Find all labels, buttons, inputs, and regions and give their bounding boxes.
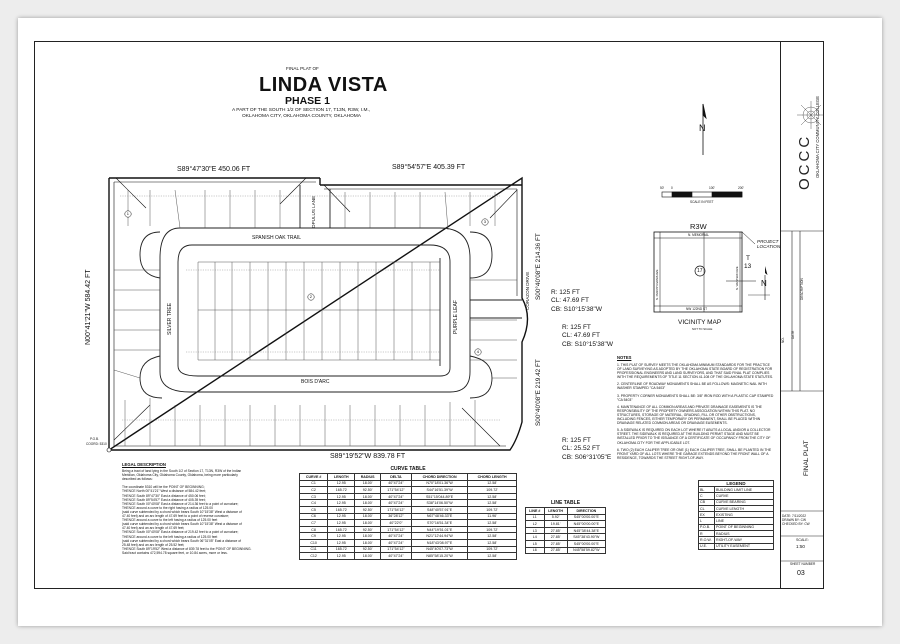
legend-row: [699, 543, 774, 549]
block-number-3: 3: [483, 219, 487, 224]
vicinity-project: PROJECT: [757, 239, 779, 244]
legal-line: THENCE around a curve to the right having a radius of 125.00: [122, 505, 213, 510]
legend-grid: [698, 486, 774, 550]
curve-table-cell: C1: [300, 480, 328, 487]
block-number-2: 2: [309, 294, 313, 299]
legal-line: Said tract contains 472,594.78 square feet, or 10.84 acres, more or less.: [122, 550, 228, 555]
curve-table-header-cell: CURVE #: [300, 474, 328, 481]
pob-label: P.O.B.: [90, 437, 99, 441]
vicinity-n-western: N. WESTERN AVE: [735, 266, 739, 290]
curve-note-3-radius: R: 125 FT: [562, 437, 591, 444]
curve-table-row: [300, 513, 517, 520]
legend-abbreviation: R.O.W.: [699, 537, 715, 543]
vicinity-section: 17: [697, 267, 703, 274]
block-number-1: 1: [126, 211, 130, 216]
vicinity-not-to-scale: NOT TO SCALE: [692, 327, 713, 331]
curve-table-cell: 18.00': [355, 539, 381, 546]
date-value: 7/11/2022: [792, 514, 806, 518]
legal-line: 47.40 feet) and an arc length of 47.69 feet to a point of reverse curvature;: [122, 514, 230, 519]
curve-table-cell: 12.58': [468, 480, 517, 487]
note-item: 6. TWO (2) EACH CALIPER TREE OR ONE (1) EACH CALIPER TREE, SHALL BE PLANTED IN THE FRONT YARD OF ALL LOTS WHERE THE GARAGE EXTENDS BEYOND THE FRONT WALL OF A RESIDENCE, TOWARDS THE STREET RIGHT-OF-WAY.: [617, 447, 772, 460]
curve-table-cell: 165.72: [328, 526, 355, 533]
line-table-header: [526, 508, 606, 515]
curve-table-cell: 18.00': [355, 553, 381, 560]
scale-tick-50: 50': [660, 186, 665, 190]
legal-line: THENCE around a curve to the left having a radius of 125.00 feet: [122, 534, 218, 539]
curve-table-cell: 12.58': [468, 520, 517, 527]
curve-table-header-cell: CHORD DIRECTION: [411, 474, 467, 481]
drawn-by-label: DRAWN BY:: [782, 518, 800, 522]
note-item: 1. THIS PLAT OF SURVEY MEETS THE OKLAHOMA MINIMUM STANDARDS FOR THE PRACTICE OF LAND SURVEYING AS ADOPTED BY THE OKLAHOMA STATE BOARD OF REGISTRATION FOR PROFESSIONAL ENGINEERS AND LAND SURVEYORS, AND THAT SAID FINAL PLAT COMPLIES WITH THE REQUIREMENTS OF TITLE 11 SECTION 41-108 OF THE OKLAHOMA STATE STATUTES.: [617, 363, 774, 380]
vicinity-township-number: 13: [744, 263, 752, 270]
curve-table-cell: C5: [300, 506, 328, 513]
curve-table-cell: 40°47'24": [380, 539, 411, 546]
final-plat-of-label: FINAL PLAT OF: [286, 66, 319, 71]
legend-abbreviation: C: [699, 493, 715, 499]
curve-note-2: [562, 324, 613, 349]
curve-table-cell: C2: [300, 487, 328, 494]
legal-line: 25.48 feet) and an arc length of 25.52 feet;: [122, 542, 185, 547]
curve-table-cell: N18°43'08.97"E: [411, 539, 467, 546]
legal-line: THENCE South 00°40'08" East a distance of 214.36 feet to a point of curvature;: [122, 501, 239, 506]
boundary-east-upper-call: S00°40'08"E 214.36 FT: [535, 233, 542, 300]
line-table-cell: S45°00'00.00"E: [567, 540, 605, 547]
street-opulus-lane: OPULUS LANE: [311, 195, 316, 228]
curve-table-cell: 12.95: [328, 539, 355, 546]
note-item: 5. A SIDEWALK IS REQUIRED ON EACH LOT WHERE IT ABUTS A LOCAL AND/OR A COLLECTOR STREET. THE SIDEWALK IS REQUIRED AT THE BUILDING PERMIT STAGE AND MUST BE INSTALLED PRIOR TO THE ISSUANCE OF A CERTIFICATE OF OCCUPANCY FROM THE CITY OF OKLAHOMA CITY FOR THE APPLICABLE LOT.: [617, 428, 771, 445]
curve-table-cell: 18.00': [355, 533, 381, 540]
vicinity-n-memorial: N. MEMORIAL: [688, 233, 710, 237]
curve-table-row: [300, 520, 517, 527]
curve-table-title: CURVE TABLE: [390, 466, 426, 472]
curve-table-grid: [299, 473, 517, 560]
curve-table-cell: N70°18'01.36"W: [411, 480, 467, 487]
line-table-row: [526, 527, 606, 534]
curve-table-cell: 171°54'12": [380, 526, 411, 533]
line-table-cell: 5.92': [544, 514, 567, 521]
curve-table-cell: 40°47'24": [380, 480, 411, 487]
curve-table-row: [300, 546, 517, 553]
sheet-title: FINAL PLAT: [803, 440, 810, 476]
curve-table-row: [300, 533, 517, 540]
curve-table-cell: 12.95: [328, 500, 355, 507]
legal-line: (said curve subtended by a chord which bears South 10°15'38" West a distance of: [122, 509, 242, 514]
line-table-cell: L2: [526, 521, 545, 528]
curve-table-cell: 12.95: [328, 533, 355, 540]
curve-table-header-cell: RADIUS: [355, 474, 381, 481]
line-table-cell: L4: [526, 534, 545, 541]
curve-table-cell: C3: [300, 493, 328, 500]
date-label: DATE:: [782, 514, 792, 518]
legal-line: described as follows:: [122, 477, 153, 482]
curve-table-cell: N44°19'51.01"E: [411, 526, 467, 533]
line-table-cell: 27.85': [544, 534, 567, 541]
line-table-cell: L1: [526, 514, 545, 521]
line-table-header-cell: DIRECTION: [567, 508, 605, 515]
curve-table-header-cell: DELTA: [380, 474, 411, 481]
note-item: 2. CENTERLINE OF ROADWAY MONUMENTS SHALL BE AS FOLLOWS: MAGNETIC NAIL WITH WASHER STAMPED "CA 5403": [617, 382, 767, 391]
line-table-grid: [525, 507, 606, 554]
curve-table-cell: 40°47'24": [380, 553, 411, 560]
curve-table-cell: 92.50': [355, 526, 381, 533]
curve-table-cell: 18.00': [355, 500, 381, 507]
curve-table-cell: 171°54'12": [380, 546, 411, 553]
curve-table-cell: 109.72': [468, 546, 517, 553]
curve-table-cell: 12.95: [328, 493, 355, 500]
scale-tick-0: 0: [671, 186, 673, 190]
scale-block-label: SCALE:: [796, 538, 809, 542]
curve-table: [299, 466, 517, 560]
curve-table-cell: S70°16'51.34"E: [411, 520, 467, 527]
legal-line: THENCE North 00°41'21" West a distance of 584.42 feet;: [122, 489, 206, 494]
curve-table-cell: 92.50': [355, 506, 381, 513]
line-table-cell: L5: [526, 540, 545, 547]
curve-table-row: [300, 500, 517, 507]
legal-line: THENCE around a curve to the left having a radius of 125.00 feet: [122, 518, 218, 523]
checked-by-label: CHECKED BY:: [782, 522, 804, 526]
curve-table-cell: 109.72': [468, 526, 517, 533]
curve-table-row: [300, 506, 517, 513]
curve-table-cell: S48°40'57.91"E: [411, 506, 467, 513]
line-table-cell: S45°38'43.90"W: [567, 534, 605, 541]
boundary-north-east-call: S89°54'57"E 405.39 FT: [392, 164, 466, 171]
note-item: 3. PROPERTY CORNER MONUMENTS SHALL BE: 3/8" IRON ROD WITH A PLASTIC CAP STAMPED "CA 5403": [617, 393, 774, 402]
curve-table-row: [300, 493, 517, 500]
sheet-number-value: 03: [797, 570, 805, 577]
curve-table-cell: 12.58': [468, 533, 517, 540]
legal-line: THENCE South 89°47'30" East a distance of 450.06 feet;: [122, 493, 206, 498]
college-name: OKLAHOMA CITY COMMUNITY COLLEGE: [815, 96, 820, 178]
curve-table-cell: N45°40'07.73"W: [411, 546, 467, 553]
legend-abbreviation: L: [699, 518, 715, 524]
curve-table-cell: N21°12'44.94"W: [411, 533, 467, 540]
curve-note-1-length: CL: 47.69 FT: [551, 297, 589, 305]
line-table-cell: 27.85': [544, 540, 567, 547]
line-table-title: LINE TABLE: [550, 500, 581, 506]
legend-abbreviation: P.O.B.: [699, 524, 715, 530]
scale-block-value: 1:50: [796, 544, 805, 549]
legal-line: Meridian, Oklahoma City, Oklahoma County, Oklahoma, being more particularly: [122, 473, 238, 478]
curve-table-cell: 11.96': [468, 513, 517, 520]
curve-note-1: [551, 289, 602, 314]
legend-description: LINE: [715, 518, 774, 524]
legend-abbreviation: CB: [699, 499, 715, 505]
rev-description-header: DESCRIPTION: [800, 278, 804, 300]
curve-table-cell: N67°48'46.33"E: [411, 513, 467, 520]
curve-table-row: [300, 526, 517, 533]
curve-table-cell: 165.72: [328, 546, 355, 553]
legend-description: BUILDING LIMIT LINE: [715, 487, 774, 493]
notes-section: [617, 355, 775, 463]
occc-logo: OCCC: [796, 133, 813, 190]
north-arrow-icon: N: [699, 123, 706, 133]
scale-label: SCALE IN FEET: [690, 200, 714, 204]
curve-table-cell: 12.58': [468, 539, 517, 546]
curve-table-header-cell: LENGTH: [328, 474, 355, 481]
legal-line: (said curve subtended by a chord which bears South 10°15'38" West a distance of: [122, 522, 242, 527]
legend-description: CURVE LENGTH: [715, 505, 774, 511]
curve-note-1-bearing: CB: S10°15'38"W: [551, 305, 602, 313]
legal-title: LEGAL DESCRIPTION: [122, 462, 166, 467]
vicinity-nw-122nd: NW 122ND ST: [686, 307, 708, 311]
rev-date-header: DATE: [791, 330, 795, 339]
rev-no-header: NO.: [781, 337, 785, 343]
line-table-row: [526, 514, 606, 521]
legend-abbreviation: EX: [699, 512, 715, 518]
curve-table-row: [300, 487, 517, 494]
line-table-header-cell: LENGTH: [544, 508, 567, 515]
plat-title: LINDA VISTA: [259, 74, 388, 96]
curve-note-3: [562, 437, 611, 462]
boundary-south-call: S89°19'52"W 839.78 FT: [330, 453, 406, 460]
curve-table-cell: C8: [300, 526, 328, 533]
line-table-row: [526, 534, 606, 541]
line-table-cell: N45°58'59.82"W: [567, 547, 605, 554]
legend-description: CURVE: [715, 493, 774, 499]
vicinity-map-title: VICINITY MAP: [678, 319, 722, 326]
legend-description: EXISTING: [715, 512, 774, 518]
vicinity-n-penn: N. PENNSYLVANIA AVE: [655, 269, 659, 300]
notes-title: NOTES: [617, 355, 632, 360]
curve-note-2-bearing: CB: S10°15'38"W: [562, 340, 613, 348]
curve-table-cell: 165.72: [328, 487, 355, 494]
street-corazon-drive: CORAZON DRIVE: [525, 271, 530, 310]
curve-table-cell: 12.95: [328, 480, 355, 487]
curve-table-row: [300, 553, 517, 560]
legal-description: [122, 462, 292, 555]
curve-table-cell: 36°28'12": [380, 513, 411, 520]
curve-table-cell: 40°47'24": [380, 533, 411, 540]
curve-table-header: [300, 474, 517, 481]
curve-table-cell: S44°16'51.39"W: [411, 487, 467, 494]
curve-table-cell: 12.95: [328, 513, 355, 520]
legal-line: THENCE South 00°40'08" East a distance of 219.42 feet to a point of curvature;: [122, 530, 239, 535]
line-table-cell: 27.85': [544, 547, 567, 554]
legal-line: THENCE South 89°19'52" West a distance of 839.78 feet to the POINT OF BEGINNING.: [122, 546, 252, 551]
checked-by-value: CW: [804, 522, 810, 526]
sheet-number-label: SHEET NUMBER: [790, 562, 816, 566]
legend-description: UTILITY EASEMENT: [715, 543, 774, 549]
curve-table-cell: 12.95: [328, 520, 355, 527]
curve-table-cell: 40°47'24": [380, 493, 411, 500]
line-table-row: [526, 521, 606, 528]
title-block-info: [782, 514, 822, 526]
line-table: [525, 500, 606, 554]
notes-list: [617, 363, 775, 460]
curve-table-cell: 165.72: [328, 506, 355, 513]
pob-coordinate: COORD: 5310: [86, 442, 107, 446]
legend-abbreviation: BL: [699, 487, 715, 493]
curve-table-cell: 18.00': [355, 480, 381, 487]
curve-table-cell: C4: [300, 500, 328, 507]
street-purple-leaf: PURPLE LEAF: [453, 300, 459, 334]
curve-table-cell: 12.95: [328, 553, 355, 560]
curve-table-cell: C12: [300, 553, 328, 560]
legend: [698, 480, 774, 550]
legend-abbreviation: R: [699, 531, 715, 537]
curve-note-1-radius: R: 125 FT: [551, 289, 580, 296]
curve-table-cell: N85°58'15.20"W: [411, 553, 467, 560]
line-table-cell: 19.81': [544, 521, 567, 528]
curve-table-cell: 18.00': [355, 513, 381, 520]
block-number-4: 4: [476, 349, 480, 354]
curve-table-row: [300, 539, 517, 546]
boundary-east-lower-call: S00°40'08"E 219.42 FT: [535, 359, 542, 426]
curve-table-cell: 12.58': [468, 493, 517, 500]
curve-table-cell: 92.50': [355, 546, 381, 553]
line-table-cell: S45°00'00.00"E: [567, 514, 605, 521]
legend-description: RIGHT-OF-WAY: [715, 537, 774, 543]
curve-table-cell: C11: [300, 546, 328, 553]
line-table-row: [526, 547, 606, 554]
curve-table-cell: 171°54'12": [380, 506, 411, 513]
legal-line: Being a tract of land lying in the South 1/2 of Section 17, T13N, R3W of the Indian: [122, 469, 242, 473]
line-table-cell: L6: [526, 547, 545, 554]
curve-table-cell: 171°54'12": [380, 487, 411, 494]
legend-abbreviation: U.E.: [699, 543, 715, 549]
legal-line: THENCE South 89°54'57" East a distance of 405.39 feet;: [122, 497, 206, 502]
legal-line: 47.40 feet) and an arc length of 47.69 feet;: [122, 526, 185, 531]
line-table-cell: L3: [526, 527, 545, 534]
curve-table-cell: 18.00': [355, 520, 381, 527]
curve-note-2-radius: R: 125 FT: [562, 324, 591, 331]
curve-table-cell: 109.72': [468, 506, 517, 513]
vicinity-north-icon: N: [761, 279, 767, 288]
line-table-cell: N45°38'44.38"E: [567, 527, 605, 534]
curve-table-cell: 12.58': [468, 553, 517, 560]
legal-line: (said curve subtended by a chord which bears South 06°31'05" East a distance of: [122, 538, 241, 543]
curve-table-cell: 18.00': [355, 493, 381, 500]
curve-note-3-bearing: CB: S06°31'05"E: [562, 453, 612, 461]
vicinity-township-t: T: [746, 255, 750, 262]
curve-note-3-length: CL: 25.52 FT: [562, 445, 600, 453]
header-line-2: OKLAHOMA CITY, OKLAHOMA COUNTY, OKLAHOMA: [242, 114, 361, 119]
note-item: 4. MAINTENANCE OF ALL COMMON AREAS AND PRIVATE DRAINAGE EASEMENTS IS THE RESPONSIBILITY OF THE PROPERTY OWNERS ASSOCIATION WITHIN THIS PLAT. NO STRUCTURES, STORAGE OF MATERIAL, GRADING, FILL OR OTHER OBSTRUCTIONS, INCLUDING FENCES, EITHER TEMPORARY OR PERMANENT, SHALL BE PLACED WITHIN DRAINAGE RELATED COMMON AREAS OR DRAINAGE EASEMENTS.: [617, 404, 762, 426]
curve-table-cell: C9: [300, 533, 328, 540]
legal-line: The coordinate 5310 will be the POINT OF BEGINNING;: [122, 485, 205, 490]
boundary-north-west-call: S89°47'30"E 450.06 FT: [177, 166, 251, 173]
scale-tick-100: 100': [709, 186, 715, 190]
street-bois-darc: BOIS D'ARC: [301, 379, 330, 385]
curve-table-cell: 92.50': [355, 487, 381, 494]
legend-description: POINT OF BEGINNING: [715, 524, 774, 530]
drawn-by-value: CW: [800, 518, 806, 522]
legend-abbreviation: CL: [699, 505, 715, 511]
line-table-row: [526, 540, 606, 547]
vicinity-range: R3W: [690, 222, 707, 231]
curve-table-row: [300, 480, 517, 487]
vicinity-location: LOCATION: [757, 244, 781, 249]
street-spanish-oak-trail: SPANISH OAK TRAIL: [252, 235, 301, 241]
curve-table-cell: 12.58': [468, 500, 517, 507]
legal-lines: [122, 469, 292, 555]
legend-title: LEGEND: [698, 480, 774, 486]
line-table-cell: N45°00'00.00"E: [567, 521, 605, 528]
curve-table-header-cell: CHORD LENGTH: [468, 474, 517, 481]
header-line-1: A PART OF THE SOUTH 1/2 OF SECTION 17, T13N, R3W, I.M.,: [232, 108, 371, 113]
legend-description: CURVE BEARING: [715, 499, 774, 505]
curve-table-cell: 40°47'24": [380, 500, 411, 507]
boundary-west-call: N00°41'21"W 584.42 FT: [85, 269, 92, 345]
curve-table-cell: C10: [300, 539, 328, 546]
phase-label: PHASE 1: [285, 95, 330, 107]
street-silver-tree: SILVER TREE: [167, 302, 173, 335]
curve-table-cell: S51°15'044.89"E: [411, 493, 467, 500]
scale-tick-200: 200': [738, 186, 744, 190]
curve-table-cell: S38°14'06.50"W: [411, 500, 467, 507]
line-table-cell: 27.85': [544, 527, 567, 534]
curve-note-2-length: CL: 47.69 FT: [562, 332, 600, 340]
curve-table-cell: C6: [300, 513, 328, 520]
legend-description: RADIUS: [715, 531, 774, 537]
curve-table-cell: C7: [300, 520, 328, 527]
line-table-header-cell: LINE #: [526, 508, 545, 515]
curve-table-cell: 109.72': [468, 487, 517, 494]
curve-table-cell: 40°22'0": [380, 520, 411, 527]
